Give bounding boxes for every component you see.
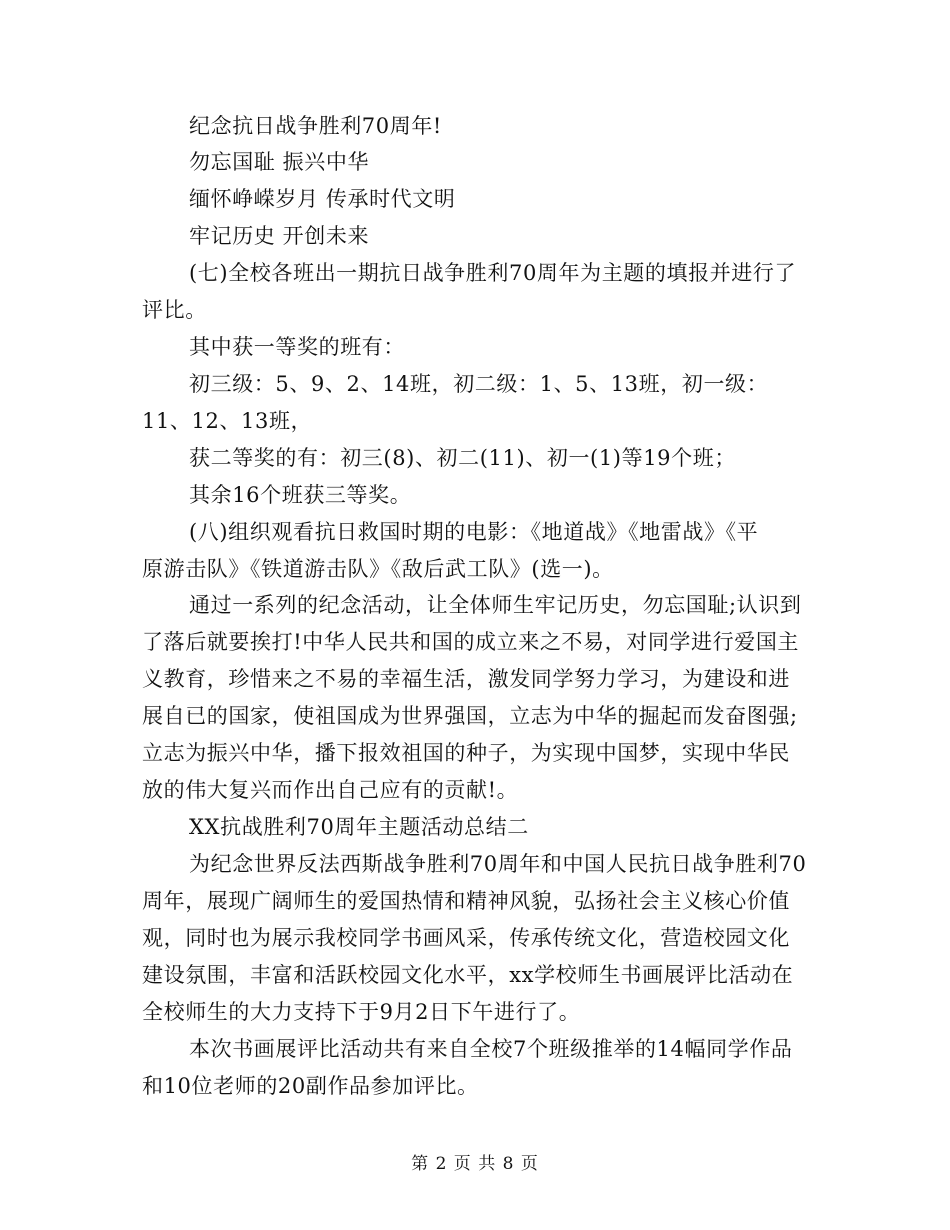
text-line: 11、12、13班， bbox=[142, 409, 313, 433]
text-line: (七)全校各班出一期抗日战争胜利70周年为主题的填报并进行了 bbox=[189, 261, 797, 285]
text-line: 了落后就要挨打!中华人民共和国的成立来之不易，对同学进行爱国主 bbox=[142, 630, 800, 654]
text-line: 和10位老师的20副作品参加评比。 bbox=[142, 1074, 479, 1098]
text-line: 牢记历史 开创未来 bbox=[189, 224, 370, 248]
text-line: 建设氛围，丰富和活跃校园文化水平，xx学校师生书画展评比活动在 bbox=[142, 963, 794, 987]
text-line: 观，同时也为展示我校同学书画风采，传承传统文化，营造校园文化 bbox=[142, 926, 790, 950]
text-line: 勿忘国耻 振兴中华 bbox=[189, 150, 370, 174]
text-line: 初三级：5、9、2、14班，初二级：1、5、13班，初一级： bbox=[189, 372, 769, 396]
text-line: (八)组织观看抗日救国时期的电影：《地道战》《地雷战》《平 bbox=[189, 520, 759, 544]
text-line: 立志为振兴中华，播下报效祖国的种子，为实现中国梦，实现中华民 bbox=[142, 741, 790, 765]
text-line: 缅怀峥嵘岁月 传承时代文明 bbox=[189, 187, 456, 211]
text-line: 周年，展现广阔师生的爱国热情和精神风貌，弘扬社会主义核心价值 bbox=[142, 889, 790, 913]
text-line: 本次书画展评比活动共有来自全校7个班级推举的14幅同学作品 bbox=[189, 1037, 793, 1061]
text-line: 纪念抗日战争胜利70周年! bbox=[189, 114, 442, 138]
text-line: 展自已的国家，使祖国成为世界强国，立志为中华的掘起而发奋图强; bbox=[142, 704, 798, 728]
text-line: 通过一系列的纪念活动，让全体师生牢记历史，勿忘国耻;认识到 bbox=[189, 593, 802, 617]
text-line: 评比。 bbox=[142, 298, 207, 322]
section-heading: XX抗战胜利70周年主题活动总结二 bbox=[189, 815, 529, 839]
text-line: 其余16个班获三等奖。 bbox=[189, 483, 412, 507]
page-number: 第 2 页 共 8 页 bbox=[411, 1154, 539, 1174]
text-line: 放的伟大复兴而作出自己应有的贡献!。 bbox=[142, 778, 519, 802]
text-line: 为纪念世界反法西斯战争胜利70周年和中国人民抗日战争胜利70 bbox=[189, 852, 807, 876]
text-line: 原游击队》《铁道游击队》《敌后武工队》(选一)。 bbox=[142, 557, 614, 581]
text-line: 其中获一等奖的班有： bbox=[189, 335, 405, 359]
text-line: 获二等奖的有：初三(8)、初二(11)、初一(1)等19个班； bbox=[189, 446, 736, 470]
text-line: 全校师生的大力支持下于9月2日下午进行了。 bbox=[142, 1000, 581, 1024]
text-line: 义教育，珍惜来之不易的幸福生活，激发同学努力学习，为建设和进 bbox=[142, 667, 790, 691]
